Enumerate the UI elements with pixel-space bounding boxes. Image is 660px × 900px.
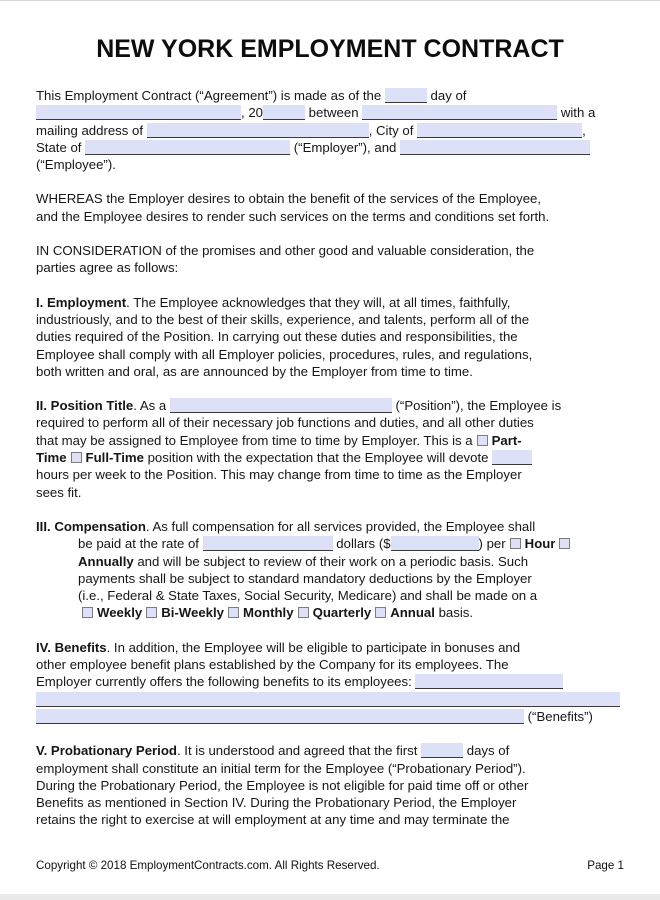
body-text: day of [426,88,467,103]
body-text: and the Employee desires to render such services on the terms and conditions set forth. [36,208,550,224]
bold-text: Weekly [97,605,143,621]
fill-in-field[interactable] [417,123,582,138]
fill-in-field[interactable] [36,105,241,120]
checkbox[interactable] [82,607,93,618]
bold-text: Bi-Weekly [161,605,225,621]
body-text: (“Employee”). [36,157,116,173]
body-text: (“Employer”), and [290,139,401,155]
body-text: basis. [434,605,474,621]
checkbox[interactable] [510,538,521,549]
checkbox[interactable] [146,607,157,618]
body-text: . As full compensation for all services provided, the Employee shall [145,518,536,534]
body-text: parties agree as follows: [36,260,179,276]
fill-in-field[interactable] [362,105,557,120]
fill-in-field[interactable] [36,692,620,707]
body-text: Employee shall comply with all Employer policies, procedures, rules, and regulations, [36,346,533,362]
fill-in-field[interactable] [203,536,333,551]
bold-text: V. Probationary Period [36,743,177,759]
body-text: Employer currently offers the following benefits to its employees: [36,674,416,690]
fill-in-field[interactable] [147,123,369,138]
bold-text: II. Position Title [36,398,134,414]
paragraph-compensation [36,518,624,622]
body-text: industriously, and to the best of their skills, experience, and talents, perform all of the [36,311,530,327]
body-text: mailing address of [36,122,147,138]
body-text: (“Benefits”) [524,708,593,724]
body-text: WHEREAS the Employer desires to obtain the benefit of the services of the Employee, [36,191,542,207]
body-text: position with the expectation that the Employee will devote [143,450,493,466]
body-text: days of [463,743,510,759]
paragraph-benefits [36,639,624,725]
body-text: , [582,122,586,138]
paragraph-consideration [36,242,624,277]
body-text: State of [36,139,86,155]
checkbox[interactable] [228,607,239,618]
body-text: employment shall constitute an initial term for the Employee (“Probationary Period”). [36,760,526,776]
body-text: IN CONSIDERATION of the promises and other good and valuable consideration, the [36,243,535,259]
checkbox[interactable] [559,538,570,549]
bold-text: Hour [524,536,556,552]
body-text: This Employment Contract (“Agreement”) is made as of the [36,88,385,103]
fill-in-field[interactable] [36,709,524,724]
paragraph-whereas [36,190,624,225]
body-text: (i.e., Federal & State Taxes, Social Security, Medicare) and shall be made on a [78,588,538,604]
copyright-text: Copyright © 2018 EmploymentContracts.com. All Rights Reserved. [36,858,380,872]
body-text: , City of [368,122,418,138]
body-text: required to perform all of their necessary job functions and duties, and all other duties [36,415,534,431]
checkbox[interactable] [298,607,309,618]
fill-in-field[interactable] [391,536,479,551]
bold-text: III. Compensation [36,518,146,534]
body-text: . In addition, the Employee will be eligible to participate in bonuses and [106,639,521,655]
body-text: with a [557,105,596,121]
body-text: hours per week to the Position. This may change from time to time as the Employer [36,467,522,483]
body-text: (“Position”), the Employee is [391,398,562,414]
page-footer [36,857,624,874]
body-text: During the Probationary Period, the Employee is not eligible for paid time off or other [36,777,529,793]
body-text: . As a [133,398,170,414]
bold-text: Monthly [243,605,294,621]
fill-in-field[interactable] [492,450,532,465]
body-text: sees fit. [36,484,82,500]
bold-text: IV. Benefits [36,639,107,655]
body-text: and will be subject to review of their work on a periodic basis. Such [133,553,529,569]
bold-text: Time [36,450,67,466]
paragraph-employment [36,294,624,380]
body-text: other employee benefit plans established by the Company for its employees. The [36,657,509,673]
body-text: be paid at the rate of [78,536,203,552]
body-text: ) per [478,536,506,552]
body-text: . It is understood and agreed that the first [176,743,422,759]
paragraph-position-title [36,397,624,501]
fill-in-field[interactable] [385,88,427,103]
body-text: . The Employee acknowledges that they will, at all times, faithfully, [126,294,511,310]
bold-text: I. Employment [36,294,127,310]
document-title: NEW YORK EMPLOYMENT CONTRACT [96,35,564,63]
bold-text: Part- [491,432,522,448]
body-text: payments shall be subject to standard mandatory deductions by the Employer [78,570,532,586]
bold-text: Full-Time [85,450,144,466]
document-paragraphs [36,87,624,829]
fill-in-field[interactable] [400,140,590,155]
checkbox[interactable] [71,452,82,463]
body-text: between [305,105,363,121]
body-text: retains the right to exercise at will employment at any time and may terminate the [36,812,510,828]
bold-text: Annually [78,553,134,569]
paragraph-probationary-period [36,742,624,828]
body-text: dollars ($ [332,536,391,552]
checkbox[interactable] [375,607,386,618]
fill-in-field[interactable] [170,398,392,413]
checkbox[interactable] [477,435,488,446]
body-text: duties required of the Position. In carrying out these duties and responsibilities, the [36,329,518,345]
fill-in-field[interactable] [415,674,563,689]
body-text: Benefits as mentioned in Section IV. During the Probationary Period, the Employer [36,795,517,811]
fill-in-field[interactable] [421,743,463,758]
bold-text: Quarterly [312,605,372,621]
fill-in-field[interactable] [85,140,290,155]
body-text: both written and oral, as are announced by the Employer from time to time. [36,363,473,379]
bold-text: Annual [390,605,435,621]
paragraph-intro [36,87,624,173]
fill-in-field[interactable] [263,105,305,120]
body-text: that may be assigned to Employee from time to time by Employer. This is a [36,432,473,448]
body-text: , 20 [241,105,263,121]
page-number: Page 1 [587,858,624,872]
